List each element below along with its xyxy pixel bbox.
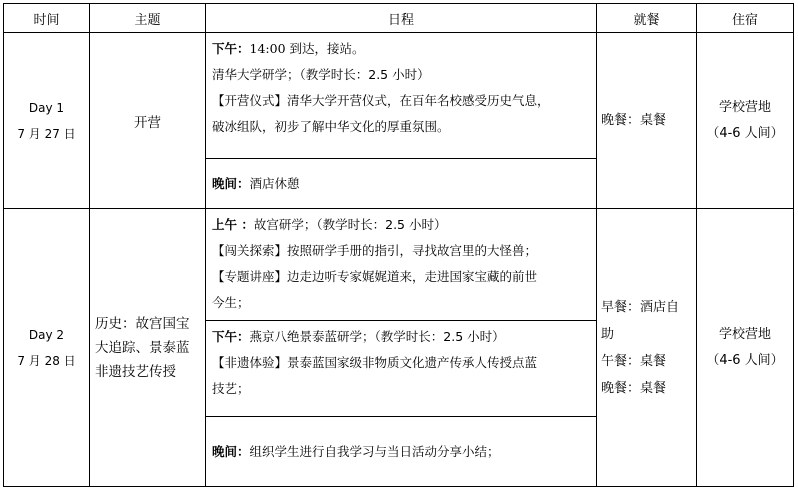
schedule-text: 燕京八绝景泰蓝研学；（教学时长：2.5 小时） [249,329,505,344]
header-theme: 主题 [90,4,206,33]
day2-label: Day 2 [28,327,65,342]
schedule-line [212,212,590,238]
day1-time-cell [4,33,90,209]
header-lodging: 住宿 [697,4,794,33]
schedule-text: 酒店休憩 [249,175,300,191]
header-time: 时间 [4,4,90,33]
day1-evening-block [206,159,597,209]
schedule-line: 【开营仪式】清华大学开营仪式，在百年名校感受历史气息， [212,93,550,108]
meal-item: 助 [601,326,615,342]
theme-line: 大追踪、景泰蓝 [95,339,190,356]
day2-row-a [4,209,794,321]
header-row [4,4,794,33]
schedule-line [212,36,590,62]
day2-evening-block [206,417,597,487]
day1-row-a [4,33,794,159]
header-meals: 就餐 [597,4,697,33]
day2-theme [90,209,206,487]
day1-meals [597,33,697,209]
day1-theme: 开营 [90,33,206,209]
day1-date: 7 月 27 日 [17,126,76,141]
lodging-room: （4-6 人间） [706,352,784,368]
day2-meals [597,209,697,487]
schedule-line: 今生； [212,295,250,310]
schedule-text: 组织学生进行自我学习与当日活动分享小结； [249,443,500,459]
day1-lodging [697,33,794,209]
schedule-line: 【非遗体验】景泰蓝国家级非物质文化遗产传承人传授点蓝 [212,355,538,370]
theme-line: 非遗技艺传授 [95,363,176,380]
theme-line: 历史：故宫国宝 [95,315,190,332]
day2-lodging [697,209,794,487]
schedule-time-label: 晚间： [212,175,250,191]
schedule-line: 破冰组队，初步了解中华文化的厚重氛围。 [212,119,450,134]
schedule-time-label: 下午： [212,41,250,56]
schedule-line: 【专题讲座】边走边听专家娓娓道来，走进国家宝藏的前世 [212,269,538,284]
lodging-name: 学校营地 [718,326,771,342]
schedule-line [212,171,590,197]
day2-time-cell [4,209,90,487]
schedule-line: 技艺； [212,381,250,396]
header-schedule: 日程 [206,4,597,33]
lodging-name: 学校营地 [718,99,771,115]
meal-item: 晚餐：桌餐 [601,380,667,396]
schedule-time-label: 晚间： [212,443,250,459]
schedule-text: 14:00 到达，接站。 [249,41,365,56]
schedule-line: 清华大学研学；（教学时长：2.5 小时） [212,67,430,82]
schedule-line: 【闯关探索】按照研学手册的指引，寻找故宫里的大怪兽； [212,243,538,258]
schedule-time-label: 下午： [212,329,250,344]
day2-afternoon-block [206,321,597,417]
schedule-text: 故宫研学；（教学时长：2.5 小时） [253,217,447,232]
schedule-time-label: 上午 ： [212,217,254,232]
day2-morning-block [206,209,597,321]
day2-date: 7 月 28 日 [17,353,76,368]
schedule-line [212,324,590,350]
day1-label: Day 1 [28,100,65,115]
schedule-table [3,3,794,487]
meal-item: 午餐：桌餐 [601,353,667,369]
meal-item: 早餐：酒店自 [601,299,680,315]
meal-item: 晚餐：桌餐 [601,113,667,128]
schedule-line [212,439,590,465]
lodging-room: （4-6 人间） [706,125,784,141]
day1-afternoon-block [206,33,597,159]
